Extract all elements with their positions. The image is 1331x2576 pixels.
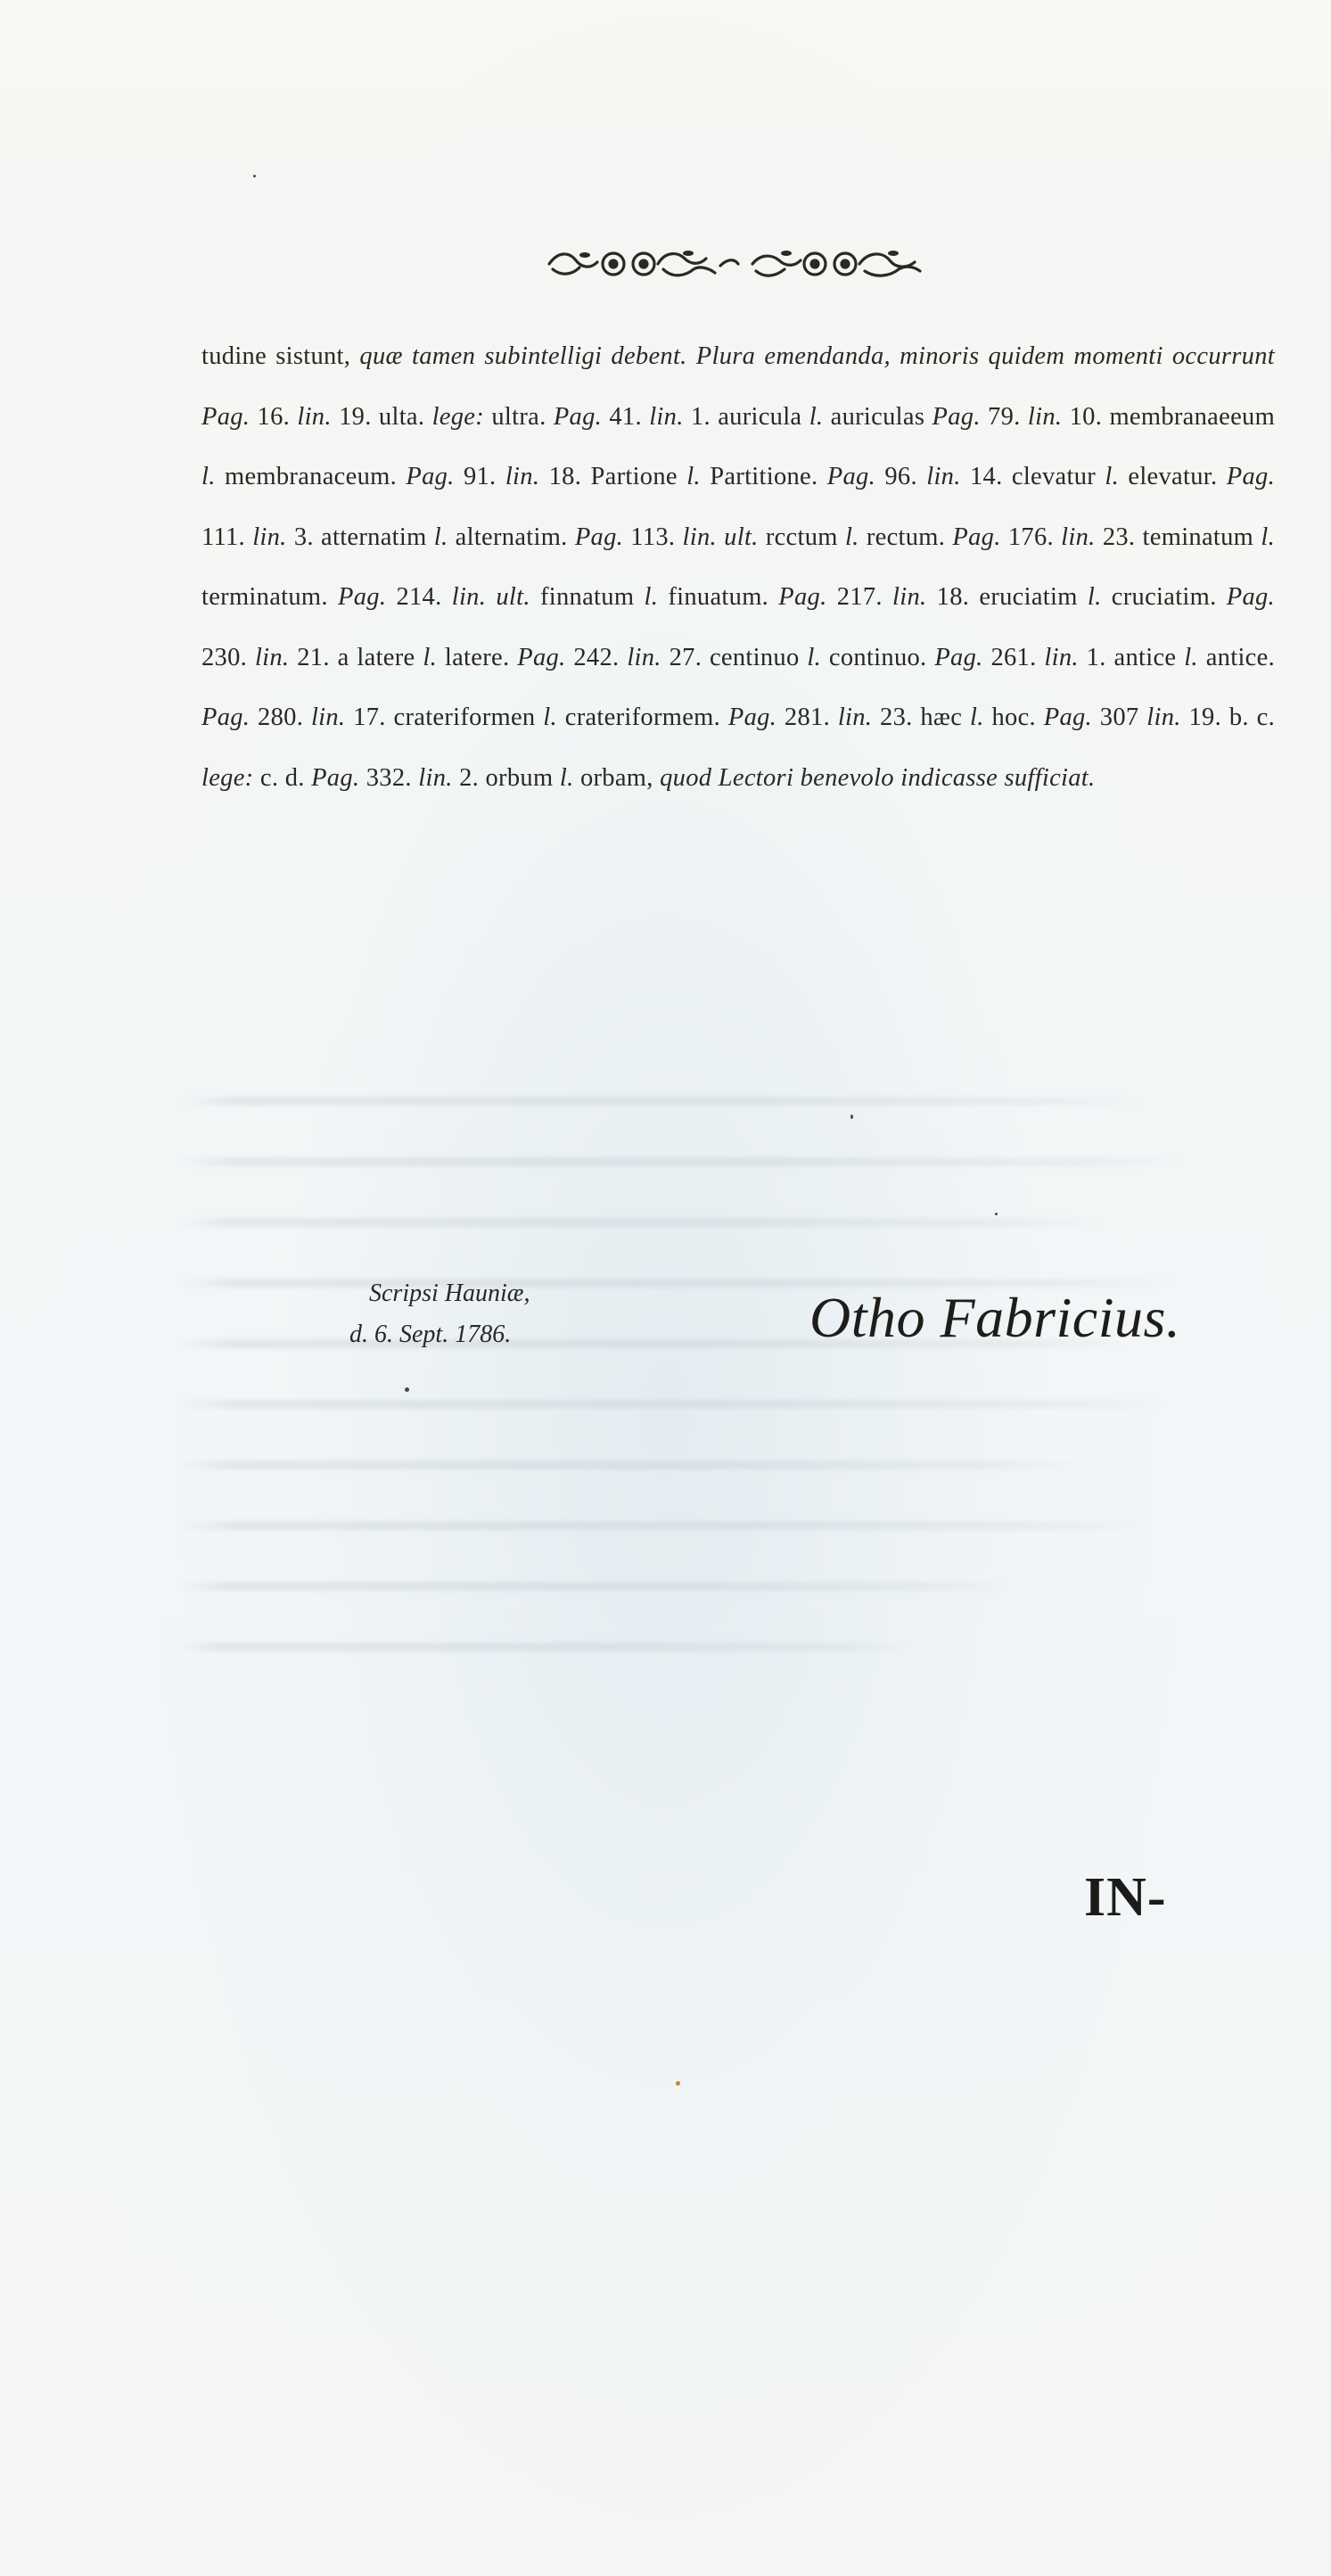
errata-text-italic: Pag. [338, 583, 387, 611]
errata-text-italic: l. [844, 523, 859, 551]
errata-text: finuatum. [658, 583, 779, 611]
errata-text-italic: l. [433, 523, 448, 551]
errata-text: 113. [623, 523, 683, 551]
errata-text-italic: l. [809, 402, 824, 431]
ink-speck [676, 2081, 680, 2086]
errata-text-italic: Pag. [553, 402, 603, 431]
errata-text-italic: l. [1087, 583, 1102, 611]
errata-text-italic: lin. [1146, 704, 1181, 731]
errata-text: ultra. [484, 402, 554, 431]
errata-text: continuo. [821, 643, 935, 671]
errata-text: 1. auricula [683, 402, 809, 431]
ink-speck [995, 1213, 998, 1215]
errata-text: membranaceum. [215, 463, 407, 490]
errata-text-italic: l. [559, 763, 574, 792]
errata-text: c. d. [253, 763, 312, 792]
errata-text: crateriformem. [556, 704, 728, 731]
errata-text-italic: Pag. [932, 402, 981, 431]
errata-text-italic: lin. ult. [682, 523, 759, 551]
errata-text-italic: quod Lectori benevolo indicasse sufficiat. [660, 763, 1096, 792]
errata-text-italic: Pag. [574, 523, 624, 551]
errata-text: 214. [386, 583, 452, 611]
errata-text: tudine sistunt, [201, 342, 360, 370]
errata-paragraph [201, 326, 1275, 808]
errata-text: 79. [980, 402, 1028, 431]
errata-text-italic: l. [1261, 523, 1276, 551]
errata-text-italic: l. [686, 463, 701, 490]
errata-text: 307 [1091, 704, 1147, 731]
errata-text-italic: lin. [310, 704, 346, 731]
errata-text-italic: lin. [892, 583, 927, 611]
errata-text-italic: Pag. [201, 704, 251, 731]
errata-text: 96. [875, 463, 927, 490]
errata-text: 18. eruciatim [926, 583, 1088, 611]
errata-text-italic: lin. [297, 402, 332, 431]
errata-text-italic: l. [644, 583, 659, 611]
errata-text: 18. Partione [539, 463, 687, 490]
place-and-date [349, 1273, 530, 1355]
errata-text-italic: Pag. [727, 704, 777, 731]
errata-text-italic: l. [423, 643, 438, 671]
errata-text: 21. a latere [289, 643, 423, 671]
errata-text-italic: lin. ult. [451, 583, 530, 611]
errata-text: antice. [1197, 643, 1275, 671]
errata-text: orbam, [573, 763, 661, 792]
errata-text-italic: quæ tamen subintelligi debent. Plura emendanda, minoris quidem momenti occurrunt Pag. [201, 342, 1275, 431]
errata-text: elevatur. [1119, 463, 1227, 490]
errata-text: 23. hæc [872, 704, 970, 731]
errata-text: 14. clevatur [960, 463, 1105, 490]
ink-speck [850, 1115, 853, 1119]
errata-text: 242. [565, 643, 628, 671]
errata-text: terminatum. [201, 583, 339, 611]
ink-speck [253, 175, 256, 177]
errata-text-italic: l. [1184, 643, 1198, 671]
errata-text-italic: Pag. [517, 643, 566, 671]
errata-text: Partitione. [700, 463, 827, 490]
errata-text-italic: lin. [649, 402, 684, 431]
errata-text: 176. [1000, 523, 1062, 551]
errata-text-italic: lin. [627, 643, 661, 671]
errata-text: hoc. [983, 704, 1044, 731]
errata-text: rcctum [758, 523, 845, 551]
errata-text-italic: l. [970, 704, 984, 731]
errata-text-italic: Pag. [826, 463, 876, 490]
errata-text-italic: lin. [1061, 523, 1096, 551]
errata-text: 16. [250, 402, 298, 431]
errata-text-italic: l. [201, 463, 216, 490]
errata-text: 10. membranaeeum [1062, 402, 1276, 431]
errata-text-italic: lin. [505, 463, 540, 490]
errata-text-italic: Pag. [406, 463, 455, 490]
errata-text: 217. [826, 583, 893, 611]
errata-text-italic: lin. [837, 704, 873, 731]
errata-text-italic: lin. [254, 643, 290, 671]
date-line: d. 6. Sept. 1786. [349, 1321, 512, 1348]
errata-text: 41. [602, 402, 650, 431]
errata-text: auriculas [823, 402, 933, 431]
errata-text-italic: lin. [252, 523, 287, 551]
errata-text-italic: l. [543, 704, 557, 731]
errata-text-italic: lin. [1044, 643, 1079, 671]
errata-text: 3. atternatim [286, 523, 434, 551]
errata-text: 111. [201, 523, 253, 551]
errata-text: 332. [359, 763, 419, 792]
bleed-through-shadow [178, 1097, 1230, 1899]
errata-text: finnatum [530, 583, 645, 611]
printers-ornament [546, 243, 925, 285]
errata-text-italic: Pag. [1043, 704, 1092, 731]
errata-text: 280. [250, 704, 311, 731]
errata-text: rectum. [859, 523, 953, 551]
ink-speck [405, 1387, 409, 1392]
errata-text: 27. centinuo [661, 643, 808, 671]
errata-text: 91. [454, 463, 505, 490]
errata-text-italic: Pag. [934, 643, 983, 671]
errata-text-italic: Pag. [311, 763, 360, 792]
errata-text: 2. orbum [452, 763, 560, 792]
errata-text: cruciatim. [1101, 583, 1227, 611]
errata-text-italic: lege: [431, 402, 485, 431]
catchword: IN- [1084, 1867, 1167, 1928]
errata-text: 261. [982, 643, 1045, 671]
errata-text-italic: Pag. [778, 583, 827, 611]
errata-text-italic: l. [807, 643, 822, 671]
author-signature: Otho Fabricius. [809, 1286, 1181, 1349]
errata-text-italic: lin. [1027, 402, 1063, 431]
errata-text: latere. [437, 643, 518, 671]
errata-text: 281. [776, 704, 838, 731]
errata-text-italic: l. [1105, 463, 1120, 490]
errata-text-italic: lege: [201, 763, 254, 792]
errata-text: 17. crateriformen [345, 704, 544, 731]
errata-text: 19. ulta. [331, 402, 432, 431]
errata-text: 230. [201, 643, 255, 671]
errata-text: 1. antice [1078, 643, 1185, 671]
errata-text-italic: Pag. [1226, 583, 1275, 611]
errata-text: 23. teminatum [1095, 523, 1261, 551]
errata-text-italic: Pag. [952, 523, 1001, 551]
errata-text: alternatim. [448, 523, 575, 551]
errata-text-italic: lin. [926, 463, 961, 490]
errata-text: 19. b. c. [1180, 704, 1275, 731]
errata-text-italic: Pag. [1226, 463, 1275, 490]
place-line: Scripsi Hauniæ, [369, 1280, 530, 1307]
errata-text-italic: lin. [418, 763, 453, 792]
